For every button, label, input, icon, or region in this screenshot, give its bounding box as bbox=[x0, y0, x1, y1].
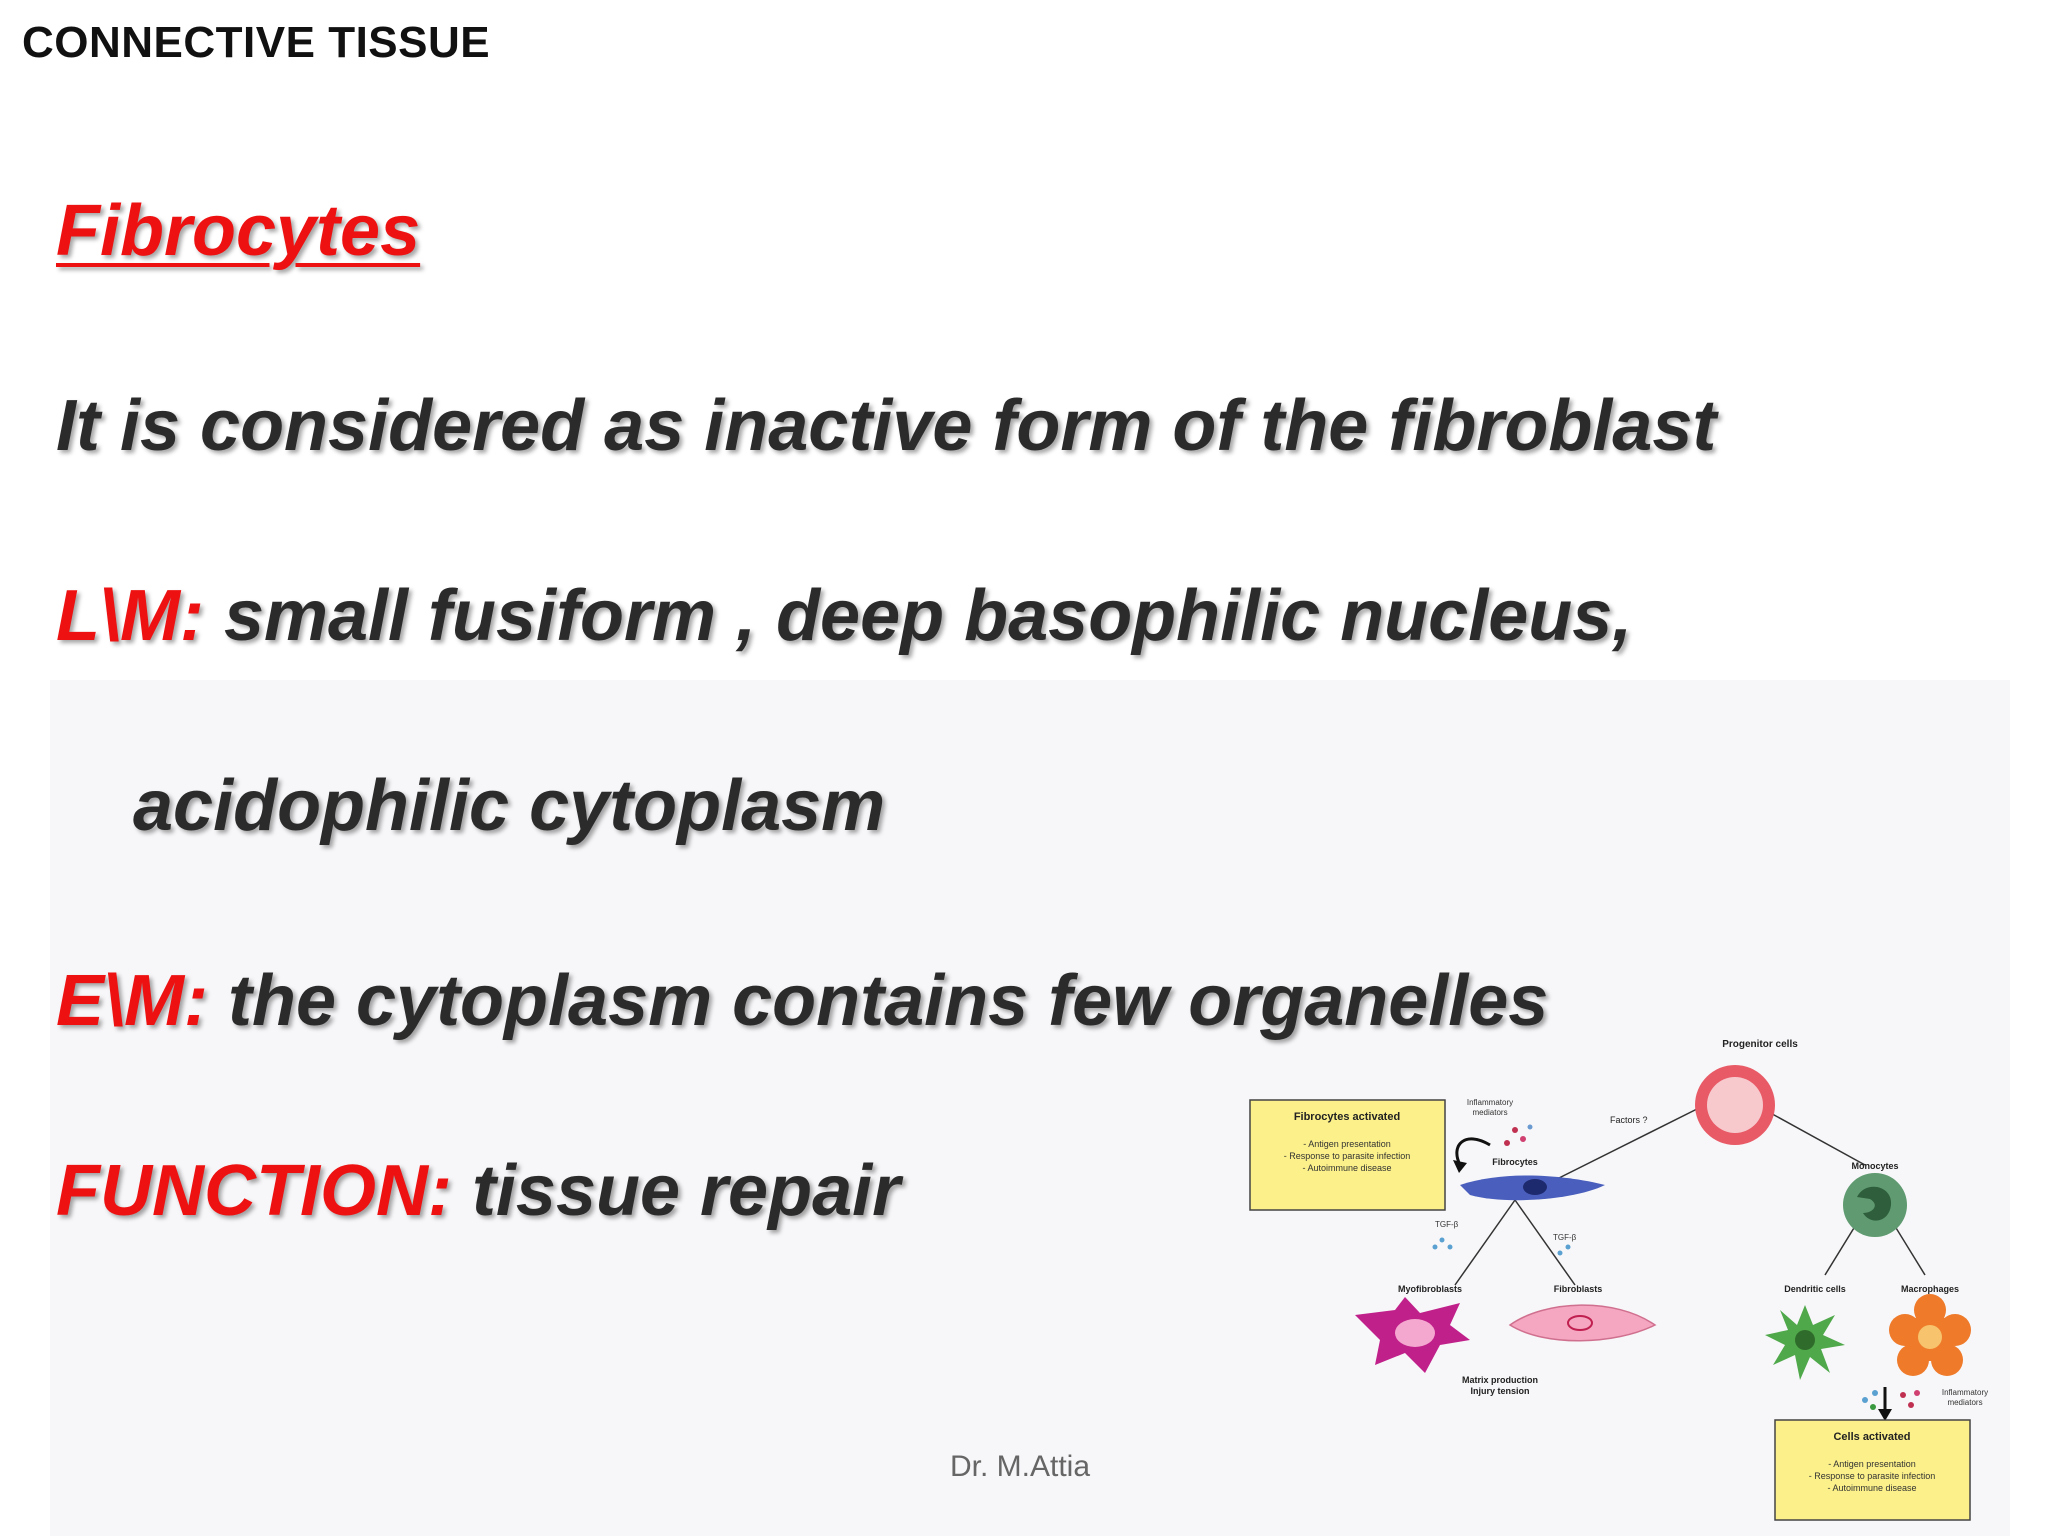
cells-box-item: - Antigen presentation bbox=[1828, 1459, 1916, 1469]
macrophage-nucleus-icon bbox=[1918, 1325, 1942, 1349]
function-text: tissue repair bbox=[451, 1151, 901, 1231]
progenitor-nucleus-icon bbox=[1707, 1077, 1763, 1133]
em-label: E\M: bbox=[56, 961, 208, 1041]
fibrocytes-box-title: Fibrocytes activated bbox=[1293, 1111, 1401, 1123]
fibrocytes-box-item: - Antigen presentation bbox=[1303, 1139, 1391, 1149]
fibroblasts-label: Fibroblasts bbox=[1553, 1284, 1603, 1294]
cells-box-item: - Response to parasite infection bbox=[1808, 1471, 1936, 1481]
dendritic-label: Dendritic cells bbox=[1784, 1284, 1846, 1294]
lm-line bbox=[56, 575, 1632, 657]
inflammatory-bottom-2: mediators bbox=[1947, 1398, 1983, 1407]
fibrocyte-nucleus-icon bbox=[1523, 1179, 1547, 1195]
line-fibrocytes-fibroblasts bbox=[1515, 1200, 1575, 1285]
cells-box-title: Cells activated bbox=[1833, 1431, 1911, 1443]
fibroblast-cell-icon bbox=[1510, 1305, 1655, 1341]
lm-label: L\M: bbox=[56, 576, 204, 656]
monocytes-label: Monocytes bbox=[1851, 1161, 1899, 1171]
function-label: FUNCTION: bbox=[56, 1151, 452, 1231]
macrophages-label: Macrophages bbox=[1900, 1284, 1960, 1294]
feedback-arrow-icon bbox=[1457, 1139, 1490, 1165]
em-text: the cytoplasm contains few organelles bbox=[207, 961, 1549, 1041]
line-progenitor-monocytes bbox=[1765, 1110, 1865, 1165]
factors-label: Factors ? bbox=[1610, 1115, 1648, 1125]
inflammatory-top-1: Inflammatory bbox=[1466, 1098, 1514, 1107]
intro-text: It is considered as inactive form of the fibroblast bbox=[56, 386, 1717, 466]
inflammatory-top-2: mediators bbox=[1472, 1108, 1508, 1117]
myofibroblasts-label: Myofibroblasts bbox=[1397, 1284, 1463, 1294]
cell-lineage-diagram bbox=[1245, 1035, 2015, 1525]
slide-header-title: CONNECTIVE TISSUE bbox=[22, 18, 491, 67]
tgf-right-label: TGF-β bbox=[1553, 1233, 1577, 1242]
function-line bbox=[56, 1150, 900, 1232]
tgf-left-label: TGF-β bbox=[1435, 1220, 1459, 1229]
line-fibrocytes-myofibroblasts bbox=[1455, 1200, 1515, 1285]
fibrocytes-label: Fibrocytes bbox=[1492, 1157, 1538, 1167]
matrix-label-2: Injury tension bbox=[1470, 1386, 1530, 1396]
slide-heading: Fibrocytes bbox=[56, 191, 421, 271]
fibrocytes-box-item: - Autoimmune disease bbox=[1302, 1163, 1392, 1173]
fibrocytes-box-item: - Response to parasite infection bbox=[1283, 1151, 1411, 1161]
cells-box-item: - Autoimmune disease bbox=[1827, 1483, 1917, 1493]
footer-author: Dr. M.Attia bbox=[950, 1450, 1091, 1483]
myofibroblast-nucleus-icon bbox=[1395, 1319, 1435, 1347]
inflammatory-bottom-1: Inflammatory bbox=[1941, 1388, 1989, 1397]
dendritic-nucleus-icon bbox=[1795, 1330, 1815, 1350]
lm-text: small fusiform , deep basophilic nucleus, bbox=[203, 576, 1633, 656]
progenitor-label: Progenitor cells bbox=[1722, 1039, 1798, 1050]
em-line bbox=[56, 960, 1548, 1042]
matrix-label-1: Matrix production bbox=[1462, 1375, 1538, 1385]
lm-text-continued: acidophilic cytoplasm bbox=[133, 766, 886, 846]
